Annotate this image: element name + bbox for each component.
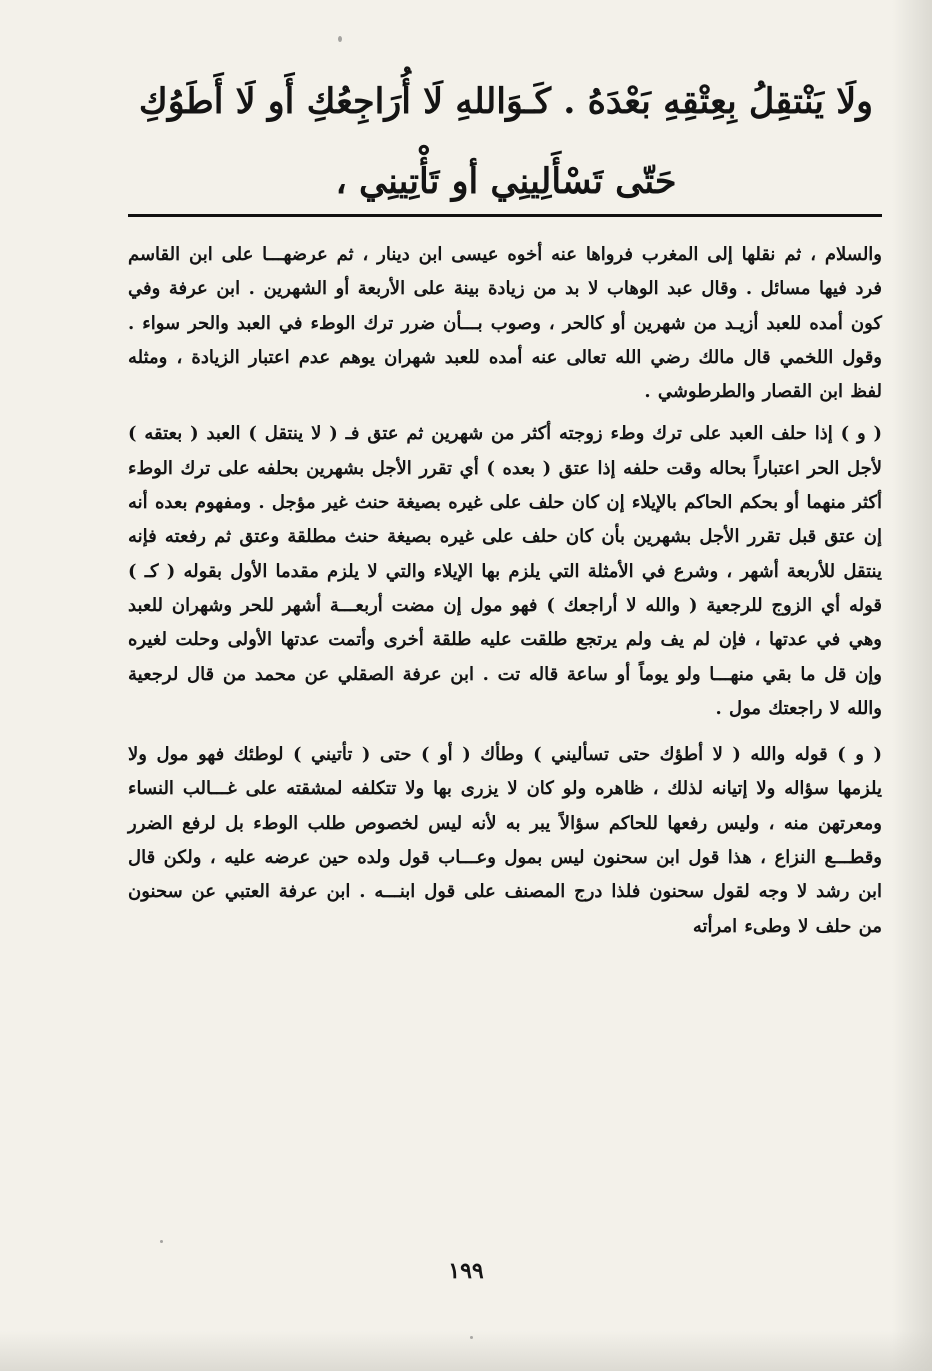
page-number: ١٩٩	[448, 1258, 484, 1284]
scan-speck	[338, 36, 342, 42]
page-bottom-shadow	[0, 1331, 932, 1371]
matn-header	[130, 62, 882, 222]
matn-line-2: حَتّى تَسْأَلِينِي أو تَأْتِينِي ،	[335, 161, 677, 202]
paragraph-3: ( و ) قوله والله ( لا أطؤك حتى تسأليني ) وطأك ( أو ) حتى ( تأتيني ) لوطئك فهو مول ولا يلزمها سؤاله ولا إتيانه لذلك ، ظاهره ولو كان لا يزرى بها ولا تتكلفه لمشقته على غـــالب النساء ومعرتهن منه ، وليس رفعها للحاكم سؤالاً يبر به لأنه ليس لخصوص طلب الوطء بل لرفع الضرر وقطـــع النزاع ، هذا قول ابن سحنون ليس بمول وعـــاب قول ولده حين عرضه عليه ، ولكن قال ابن رشد لا وجه لقول سحنون فلذا درج المصنف على قول ابنـــه . ابن عرفة العتبي عن سحنون من حلف لا وطىء امرأته	[128, 744, 882, 937]
scan-speck	[160, 1240, 163, 1243]
paragraph-2: ( و ) إذا حلف العبد على ترك وطء زوجته أكثر من شهرين ثم عتق فـ ( لا ينتقل ) العبد ( بعتقه ) لأجل الحر اعتباراً بحاله وقت حلفه إذا عتق ( بعده ) أي تقرر الأجل بشهرين بحلفه على ترك الوطء أكثر منهما أو بحكم الحاكم بالإيلاء إن كان حلف على غيره بصيغة حنث غير مؤجل . ومفهوم بعده أنه إن عتق قبل تقرر الأجل بشهرين بأن كان حلف على غيره بصيغة حنث مطلقة وعتق ثم رفعته فإنه ينتقل للأربعة أشهر ، وشرع في الأمثلة التي يلزم بها الإيلاء والتي لا يلزم مقدما الأول بقوله ( كـ ) قوله أي الزوج للرجعية ( والله لا أراجعك ) فهو مول إن مضت أربعـــة أشهر للحر وشهران للعبد وهي في عدتها ، فإن لم يف ولم يرتجع طلقت عليه طلقة أخرى وأتمت عدتها الأولى وحلت لغيره وإن قل ما بقي منهـــا ولو يوماً أو ساعة قاله تت . ابن عرفة الصقلي عن محمد من قال لرجعية والله لا راجعتك مول .	[128, 423, 882, 719]
commentary-body	[128, 238, 882, 944]
header-divider	[128, 214, 882, 217]
paragraph-1: والسلام ، ثم نقلها إلى المغرب فرواها عنه أخوه عيسى ابن دينار ، ثم عرضهـــا على ابن القاسم فرد فيها مسائل . وقال عبد الوهاب لا بد من زيادة بينة على الأربعة أو الشهرين . ابن عرفة وفي كون أمده للعبد أزيـد من شهرين أو كالحر ، وصوب بـــأن ضرر ترك الوطء في العبد والحر سواء . وقول اللخمي قال مالك رضي الله تعالى عنه أمده للعبد شهران يوهم عدم اعتبار الزيادة ، ومثله لفظ ابن القصار والطرطوشي .	[128, 244, 882, 403]
page-edge-shadow	[892, 0, 932, 1371]
matn-line-1: ولَا يَنْتقِلُ بِعِتْقِهِ بَعْدَهُ . كَـوَاللهِ لَا أُرَاجِعُكِ أَو لَا أَطَوُكِ	[138, 81, 874, 122]
